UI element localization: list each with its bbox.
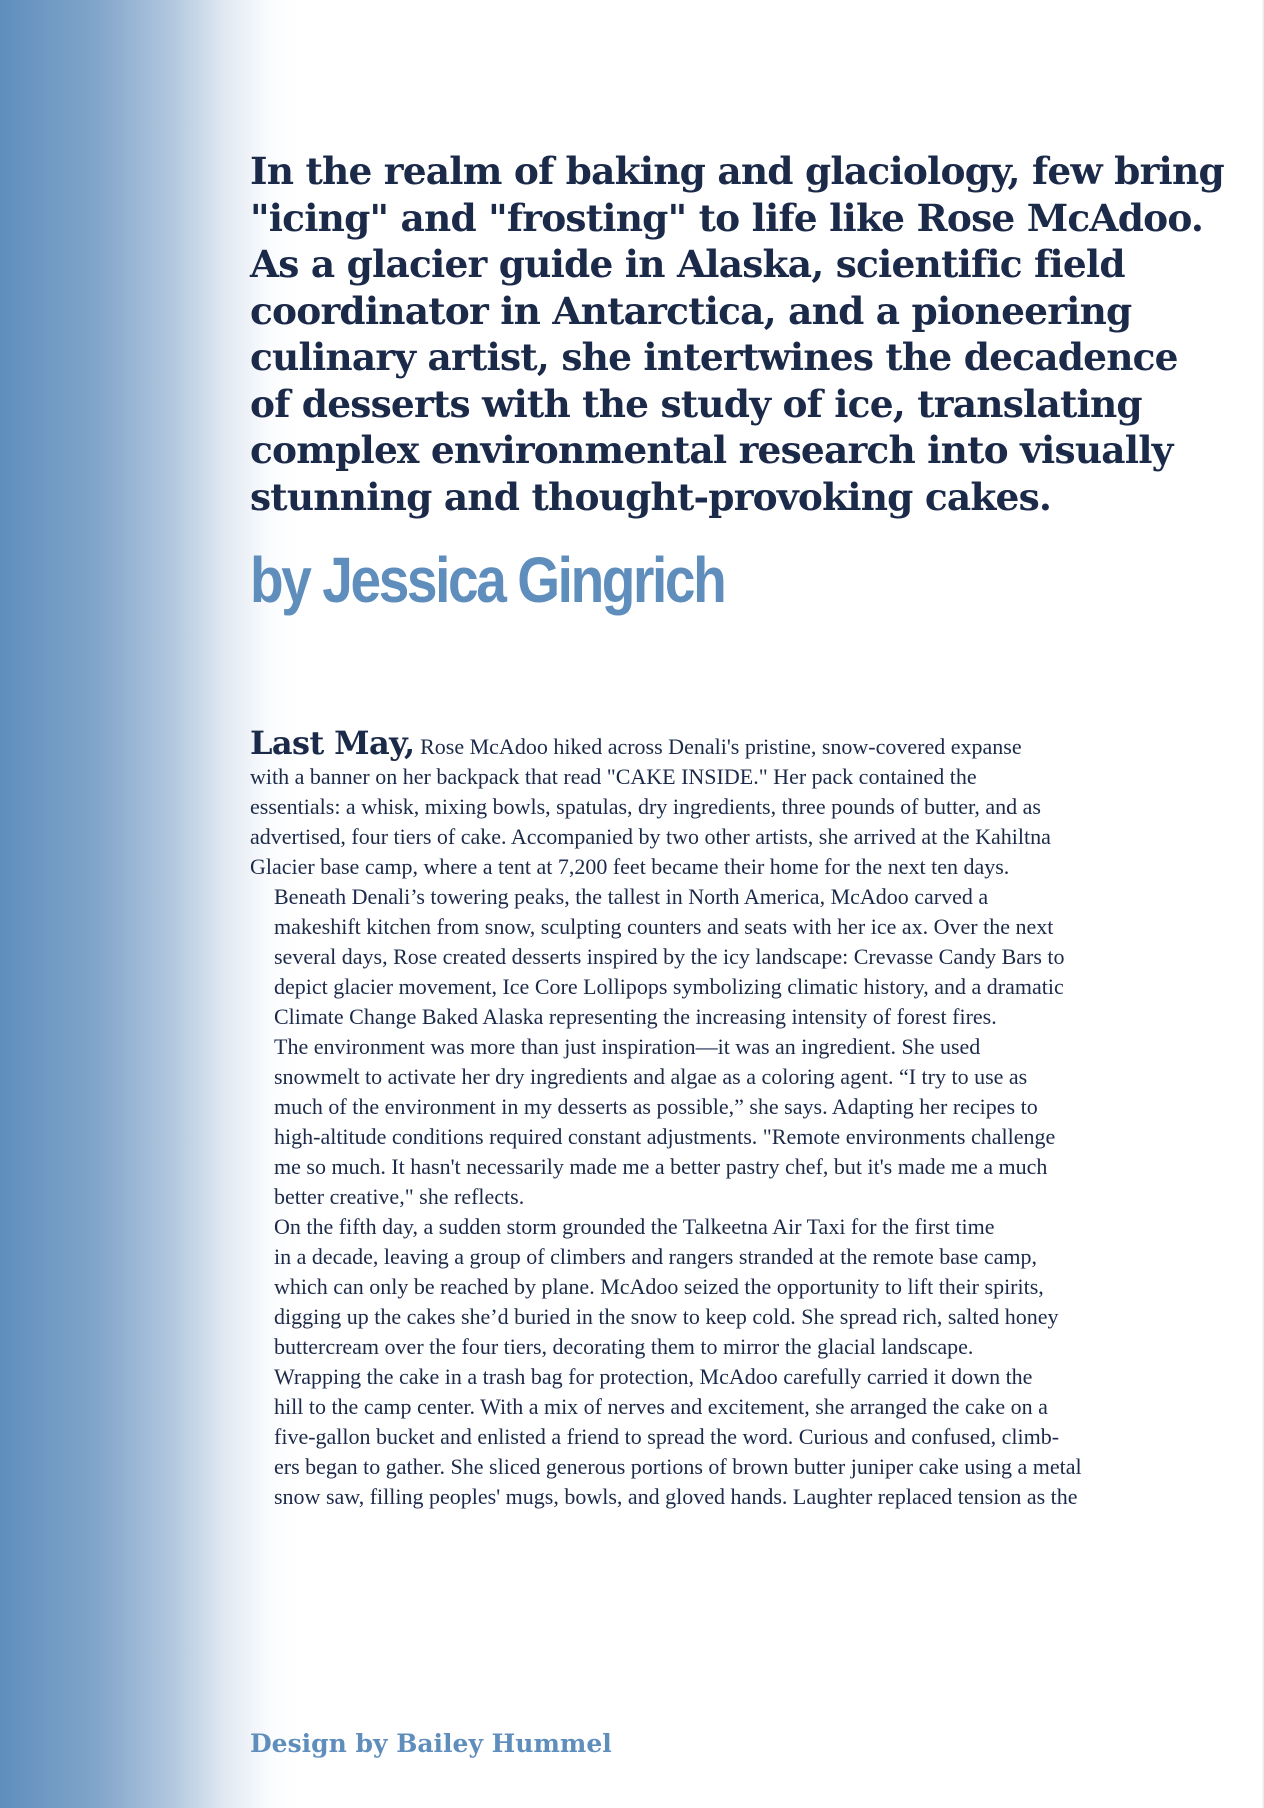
article-paragraph [250, 1212, 1100, 1362]
article-line: high-altitude conditions required constant adjustments. "Remote environments challenge [274, 1124, 1056, 1149]
lead-in: Last May, [250, 724, 415, 762]
article-line: much of the environment in my desserts as possible,” she says. Adapting her recipes to [274, 1094, 1038, 1119]
article-paragraph [250, 1032, 1100, 1212]
article-line: ers began to gather. She sliced generous portions of brown butter juniper cake using a metal [274, 1454, 1082, 1479]
article-body [250, 724, 1100, 1512]
article-line: in a decade, leaving a group of climbers and rangers stranded at the remote base camp, [274, 1244, 1037, 1269]
article-line: snow saw, filling peoples' mugs, bowls, and gloved hands. Laughter replaced tension as the [274, 1484, 1078, 1509]
article-line: On the fifth day, a sudden storm grounded the Talkeetna Air Taxi for the first time [274, 1214, 995, 1239]
deck-line: stunning and thought-provoking cakes. [250, 474, 1052, 519]
article-paragraph [250, 1362, 1100, 1512]
design-credit: Design by Bailey Hummel [250, 1729, 612, 1758]
article-line: Beneath Denali’s towering peaks, the tallest in North America, McAdoo carved a [274, 884, 989, 909]
article-line: which can only be reached by plane. McAdoo seized the opportunity to lift their spirits, [274, 1274, 1044, 1299]
article-paragraph [250, 882, 1100, 1032]
article-line [250, 724, 1100, 762]
article-line: me so much. It hasn't necessarily made me a better pastry chef, but it's made me a much [274, 1154, 1048, 1179]
article-line: depict glacier movement, Ice Core Lollipops symbolizing climatic history, and a dramatic [274, 974, 1064, 999]
deck-line: As a glacier guide in Alaska, scientific field [250, 242, 1125, 286]
article-line: Glacier base camp, where a tent at 7,200 feet became their home for the next ten days. [250, 854, 1010, 879]
article-paragraph [250, 724, 1100, 882]
deck-line: "icing" and "frosting" to life like Rose McAdoo. [250, 195, 1204, 240]
article-line: Climate Change Baked Alaska representing the increasing intensity of forest fires. [274, 1004, 997, 1029]
article-line: advertised, four tiers of cake. Accompanied by two other artists, she arrived at the Kahiltna [250, 824, 1051, 849]
article-line: Wrapping the cake in a trash bag for protection, McAdoo carefully carried it down the [274, 1364, 1033, 1389]
article-line: essentials: a whisk, mixing bowls, spatulas, dry ingredients, three pounds of butter, and as [250, 794, 1041, 819]
article-line: digging up the cakes she’d buried in the snow to keep cold. She spread rich, salted honey [274, 1304, 1059, 1329]
author-byline: by Jessica Gingrich [250, 544, 725, 616]
article-line: better creative," she reflects. [274, 1184, 525, 1209]
article-deck [250, 148, 1224, 520]
deck-line: of desserts with the study of ice, translating [250, 381, 1142, 426]
deck-line: In the realm of baking and glaciology, few bring [250, 149, 1224, 193]
article-line-text: Rose McAdoo hiked across Denali's pristine, snow-covered expanse [414, 734, 1022, 759]
article-line: buttercream over the four tiers, decorating them to mirror the glacial landscape. [274, 1334, 974, 1359]
deck-line: complex environmental research into visually [250, 428, 1173, 472]
article-line: with a banner on her backpack that read "CAKE INSIDE." Her pack contained the [250, 764, 977, 789]
article-line: makeshift kitchen from snow, sculpting counters and seats with her ice ax. Over the next [274, 914, 1054, 939]
article-line: hill to the camp center. With a mix of nerves and excitement, she arranged the cake on a [274, 1394, 1048, 1419]
article-line: snowmelt to activate her dry ingredients and algae as a coloring agent. “I try to use as [274, 1064, 1028, 1089]
deck-line: coordinator in Antarctica, and a pioneering [250, 288, 1132, 333]
article-line: The environment was more than just inspiration—it was an ingredient. She used [274, 1034, 981, 1059]
article-line: five-gallon bucket and enlisted a friend to spread the word. Curious and confused, climb- [274, 1424, 1060, 1449]
deck-line: culinary artist, she intertwines the decadence [250, 335, 1178, 379]
article-line: several days, Rose created desserts inspired by the icy landscape: Crevasse Candy Bars to [274, 944, 1065, 969]
